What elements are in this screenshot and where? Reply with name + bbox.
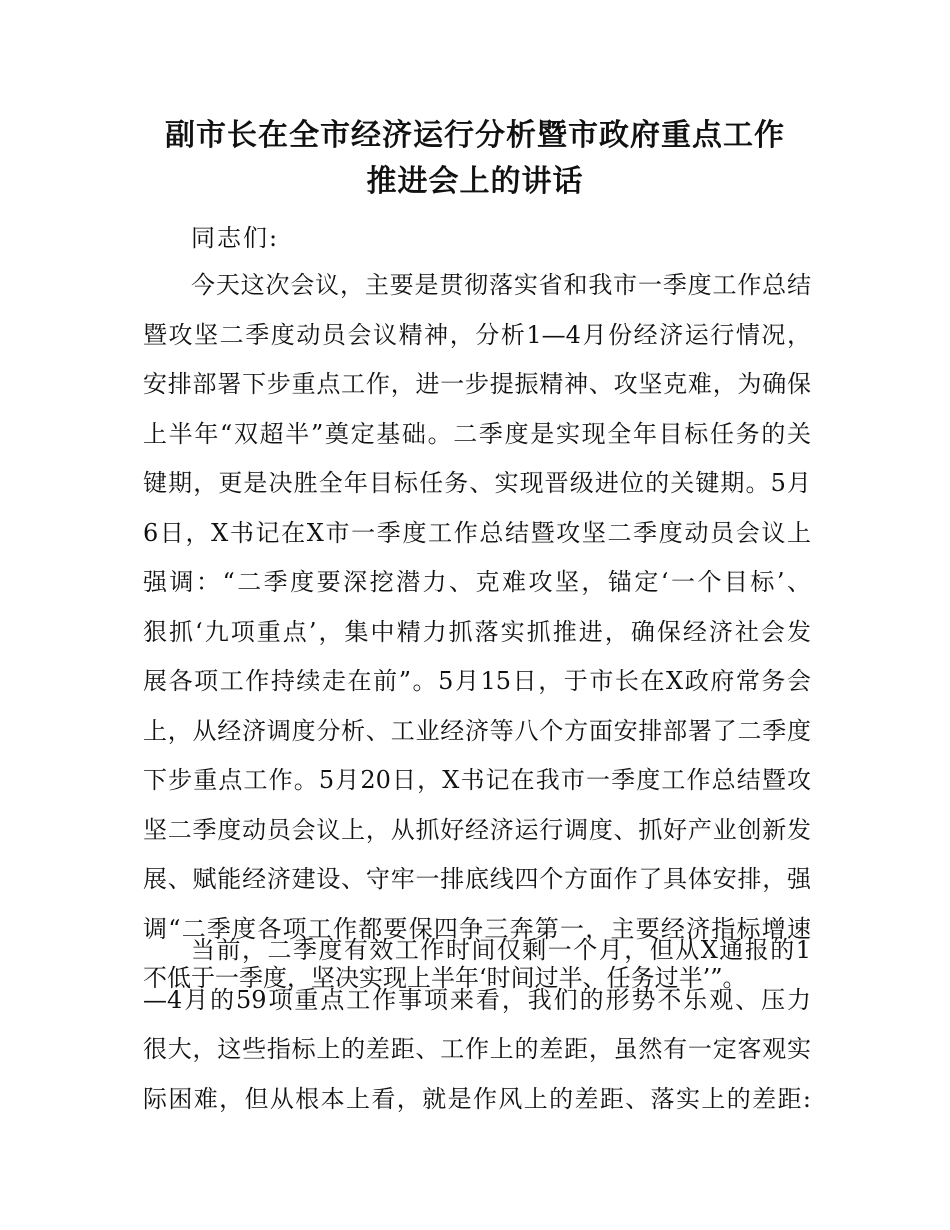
paragraph-line: 上，从经济调度分析、工业经济等八个方面安排部署了二季度 [143, 716, 811, 745]
paragraph-line: 不低于一季度，坚决实现上半年‘时间过半、任务过半’”。 [143, 964, 747, 992]
paragraph-line: 6日，X书记在X市一季度工作总结暨攻坚二季度动员会议上 [143, 518, 811, 547]
paragraph-2 [143, 926, 811, 1124]
paragraph-line: 强调：“二季度要深挖潜力、克难攻坚，锚定‘一个目标’、 [143, 568, 811, 596]
paragraph-line: 际困难，但从根本上看，就是作风上的差距、落实上的差距: [143, 1084, 811, 1113]
paragraph-line: 下步重点工作。5月20日，X书记在我市一季度工作总结暨攻 [143, 766, 811, 794]
document-title-line-1: 副市长在全市经济运行分析暨市政府重点工作 [165, 118, 785, 153]
paragraph-line: 安排部署下步重点工作，进一步提振精神、攻坚克难，为确保 [143, 370, 811, 398]
paragraph-line: 暨攻坚二季度动员会议精神，分析1—4月份经济运行情况， [143, 320, 811, 349]
paragraph-1 [143, 261, 811, 1004]
paragraph-line: 调“二季度各项工作都要保四争三奔第一，主要经济指标增速 [143, 914, 811, 943]
paragraph-line: —4月的59项重点工作事项来看，我们的形势不乐观、压力 [143, 985, 811, 1014]
salutation: 同志们: [191, 224, 280, 252]
paragraph-line: 展各项工作持续走在前”。5月15日，于市长在X政府常务会 [143, 667, 811, 695]
paragraph-line: 上半年“双超半”奠定基础。二季度是实现全年目标任务的关 [143, 419, 811, 448]
paragraph-line: 当前，二季度有效工作时间仅剩一个月，但从X通报的1 [191, 936, 811, 964]
document-title-line-2: 推进会上的讲话 [366, 164, 584, 199]
paragraph-line: 狠抓‘九项重点’，集中精力抓落实抓推进，确保经济社会发 [143, 617, 811, 646]
paragraph-line: 很大，这些指标上的差距、工作上的差距，虽然有一定客观实 [143, 1035, 811, 1063]
paragraph-line: 展、赋能经济建设、守牢一排底线四个方面作了具体安排，强 [143, 865, 811, 893]
paragraph-line: 坚二季度动员会议上，从抓好经济运行调度、抓好产业创新发 [143, 815, 811, 844]
paragraph-line: 今天这次会议，主要是贯彻落实省和我市一季度工作总结 [191, 271, 811, 299]
paragraph-line: 键期，更是决胜全年目标任务、实现晋级进位的关键期。5月 [143, 469, 811, 497]
